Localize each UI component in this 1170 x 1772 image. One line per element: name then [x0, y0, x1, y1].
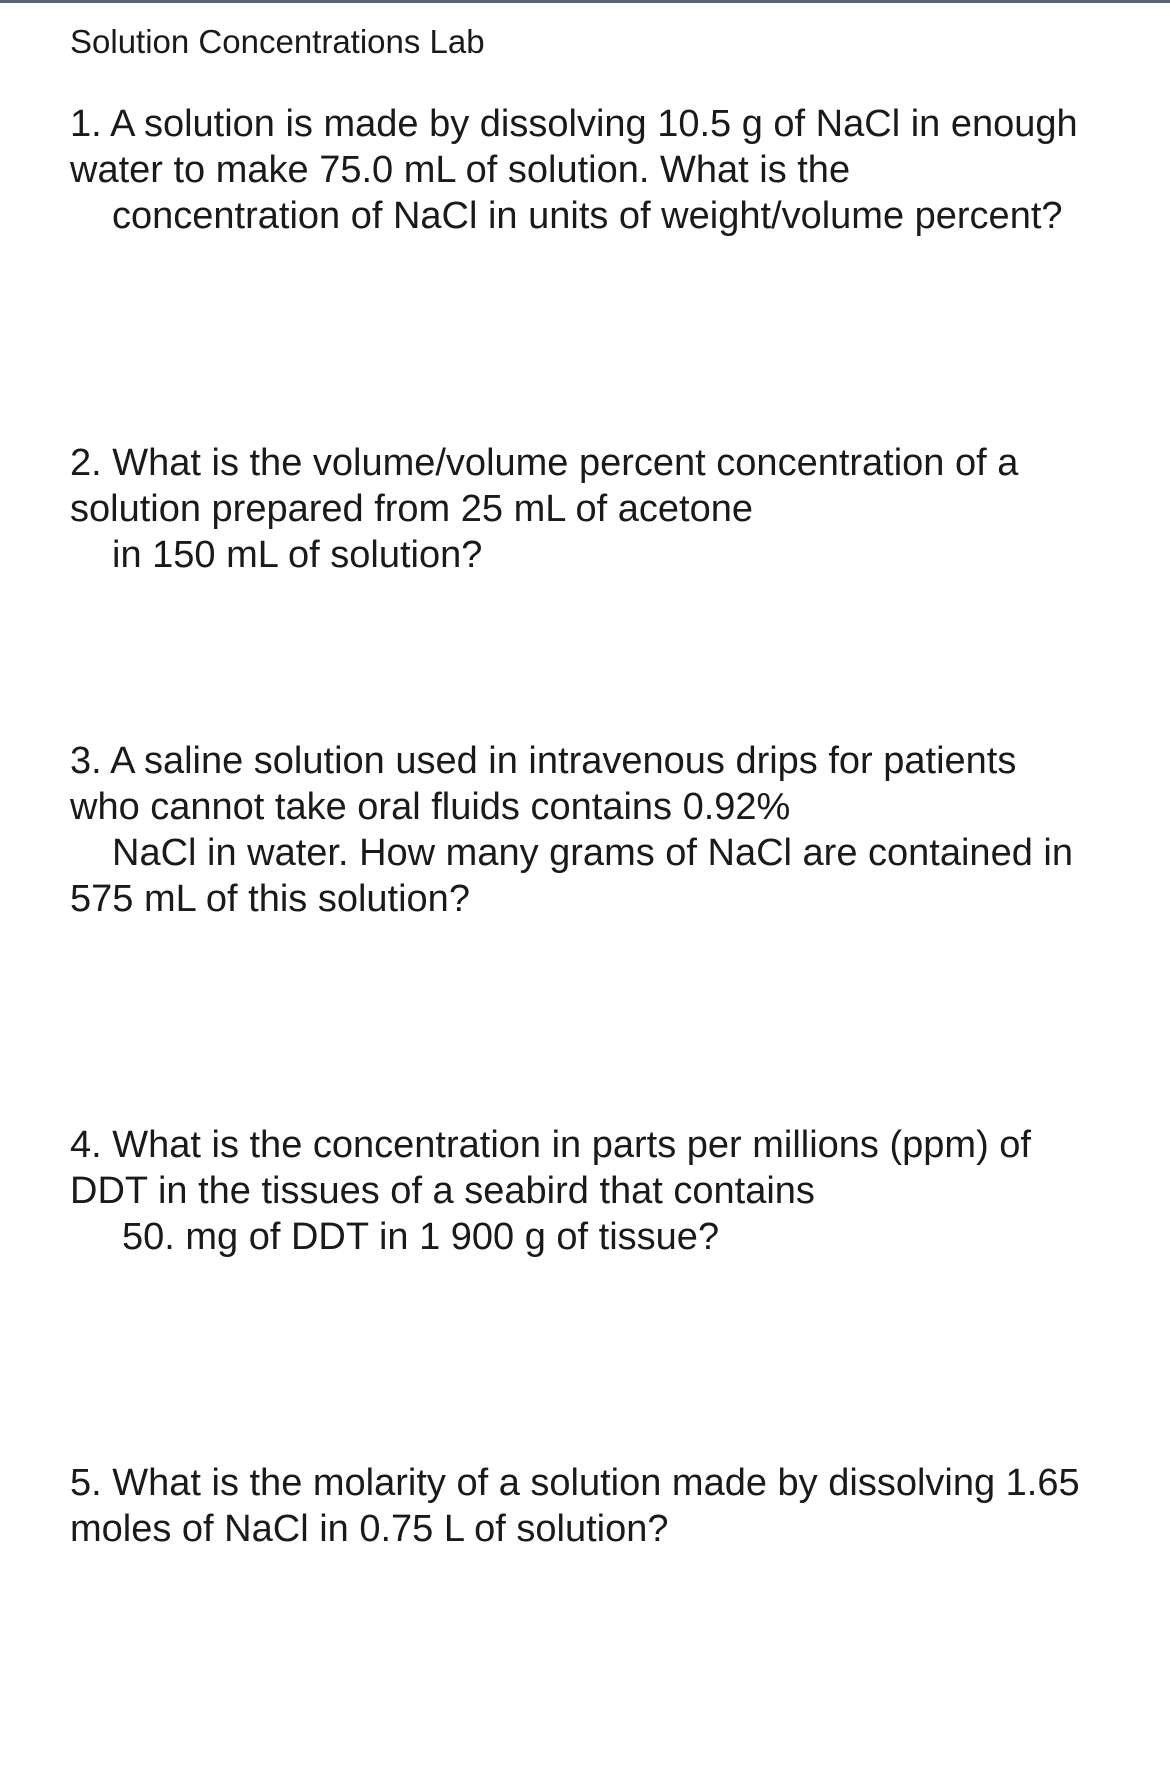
question-1-line-1: 1. A solution is made by dissolving 10.5 g of NaCl in enough	[70, 103, 1078, 145]
document-title: Solution Concentrations Lab	[70, 23, 485, 60]
question-4-line-1: 4. What is the concentration in parts per millions (ppm) of	[70, 1124, 1031, 1166]
question-2	[70, 440, 1018, 578]
question-2-line-3: in 150 mL of solution?	[112, 534, 483, 576]
question-4	[70, 1122, 1031, 1260]
question-5-line-2: moles of NaCl in 0.75 L of solution?	[70, 1508, 669, 1550]
question-3	[70, 738, 1073, 922]
question-2-line-2: solution prepared from 25 mL of acetone	[70, 488, 753, 530]
question-1-line-3: concentration of NaCl in units of weight/volume percent?	[112, 195, 1063, 237]
question-2-line-1: 2. What is the volume/volume percent concentration of a	[70, 442, 1019, 484]
question-1	[70, 101, 1078, 239]
question-4-line-2: DDT in the tissues of a seabird that contains	[70, 1170, 815, 1212]
question-3-line-4: 575 mL of this solution?	[70, 878, 470, 920]
question-1-line-2: water to make 75.0 mL of solution. What is the	[70, 149, 851, 191]
question-5	[70, 1460, 1080, 1552]
question-3-line-2: who cannot take oral fluids contains 0.92%	[70, 786, 791, 828]
question-3-line-1: 3. A saline solution used in intravenous drips for patients	[70, 740, 1017, 782]
question-4-line-3: 50. mg of DDT in 1 900 g of tissue?	[122, 1216, 720, 1258]
top-divider	[0, 0, 1170, 3]
question-5-line-1: 5. What is the molarity of a solution made by dissolving 1.65	[70, 1462, 1080, 1504]
question-3-line-3: NaCl in water. How many grams of NaCl are contained in	[112, 832, 1073, 874]
